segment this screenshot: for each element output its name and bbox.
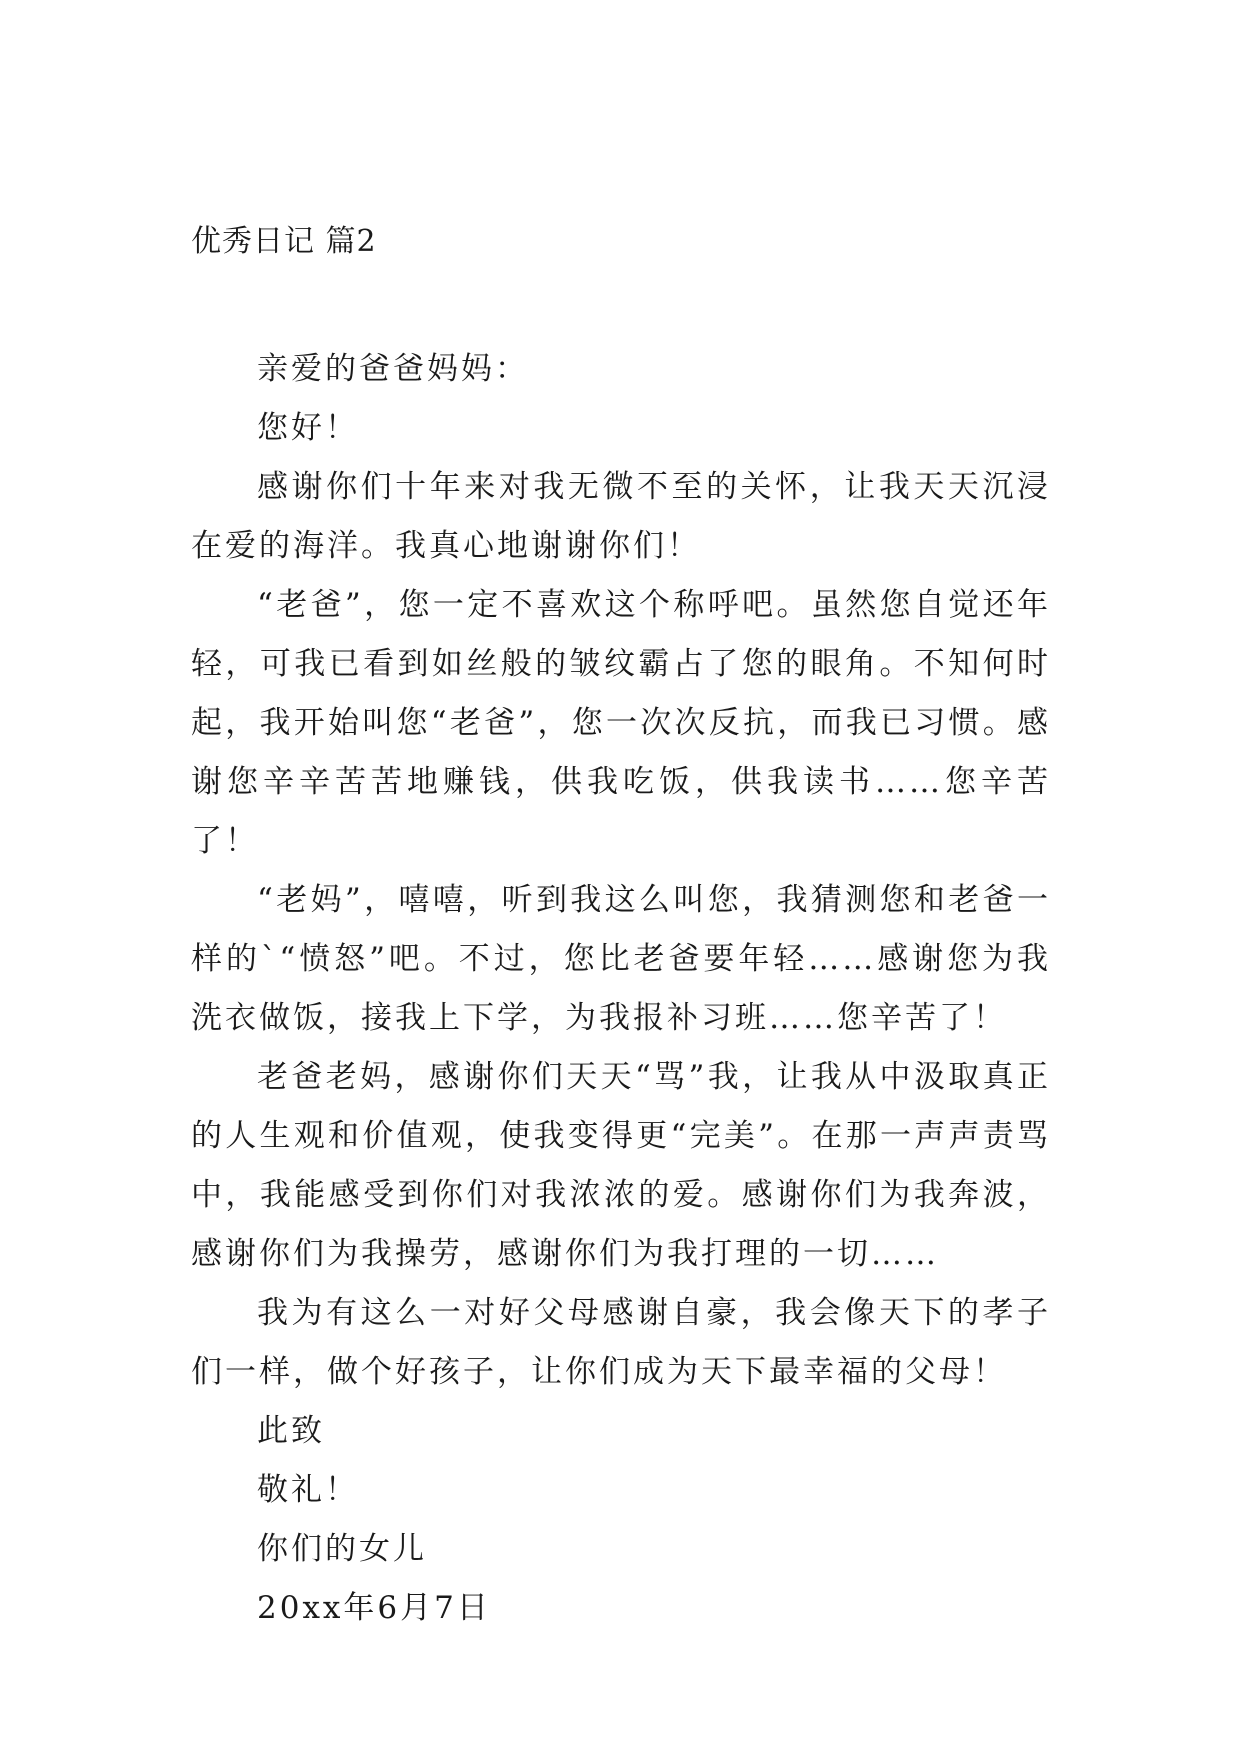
letter-body	[191, 340, 1051, 1638]
document-title: 优秀日记 篇2	[191, 224, 377, 259]
paragraph: 感谢你们十年来对我无微不至的关怀，让我天天沉浸在爱的海洋。我真心地谢谢你们！	[191, 469, 1051, 564]
signature: 你们的女儿	[257, 1531, 427, 1567]
salutation: 亲爱的爸爸妈妈：	[257, 351, 529, 387]
greeting: 您好！	[257, 410, 359, 446]
paragraph: “老妈”，嘻嘻，听到我这么叫您，我猜测您和老爸一样的`“愤怒”吧。不过，您比老爸要年轻……感谢您为我洗衣做饭，接我上下学，为我报补习班……您辛苦了！	[191, 882, 1051, 1036]
closing: 此致	[257, 1413, 325, 1449]
paragraph: 我为有这么一对好父母感谢自豪，我会像天下的孝子们一样，做个好孩子，让你们成为天下最幸福的父母！	[191, 1295, 1051, 1390]
closing-regards: 敬礼！	[257, 1472, 359, 1508]
date: 20xx年6月7日	[257, 1590, 491, 1626]
paragraph: “老爸”，您一定不喜欢这个称呼吧。虽然您自觉还年轻，可我已看到如丝般的皱纹霸占了您的眼角。不知何时起，我开始叫您“老爸”，您一次次反抗，而我已习惯。感谢您辛辛苦苦地赚钱，供我吃饭，供我读书……您辛苦了！	[191, 587, 1051, 859]
paragraph: 老爸老妈，感谢你们天天“骂”我，让我从中汲取真正的人生观和价值观，使我变得更“完美”。在那一声声责骂中，我能感受到你们对我浓浓的爱。感谢你们为我奔波，感谢你们为我操劳，感谢你们为我打理的一切……	[191, 1059, 1051, 1272]
